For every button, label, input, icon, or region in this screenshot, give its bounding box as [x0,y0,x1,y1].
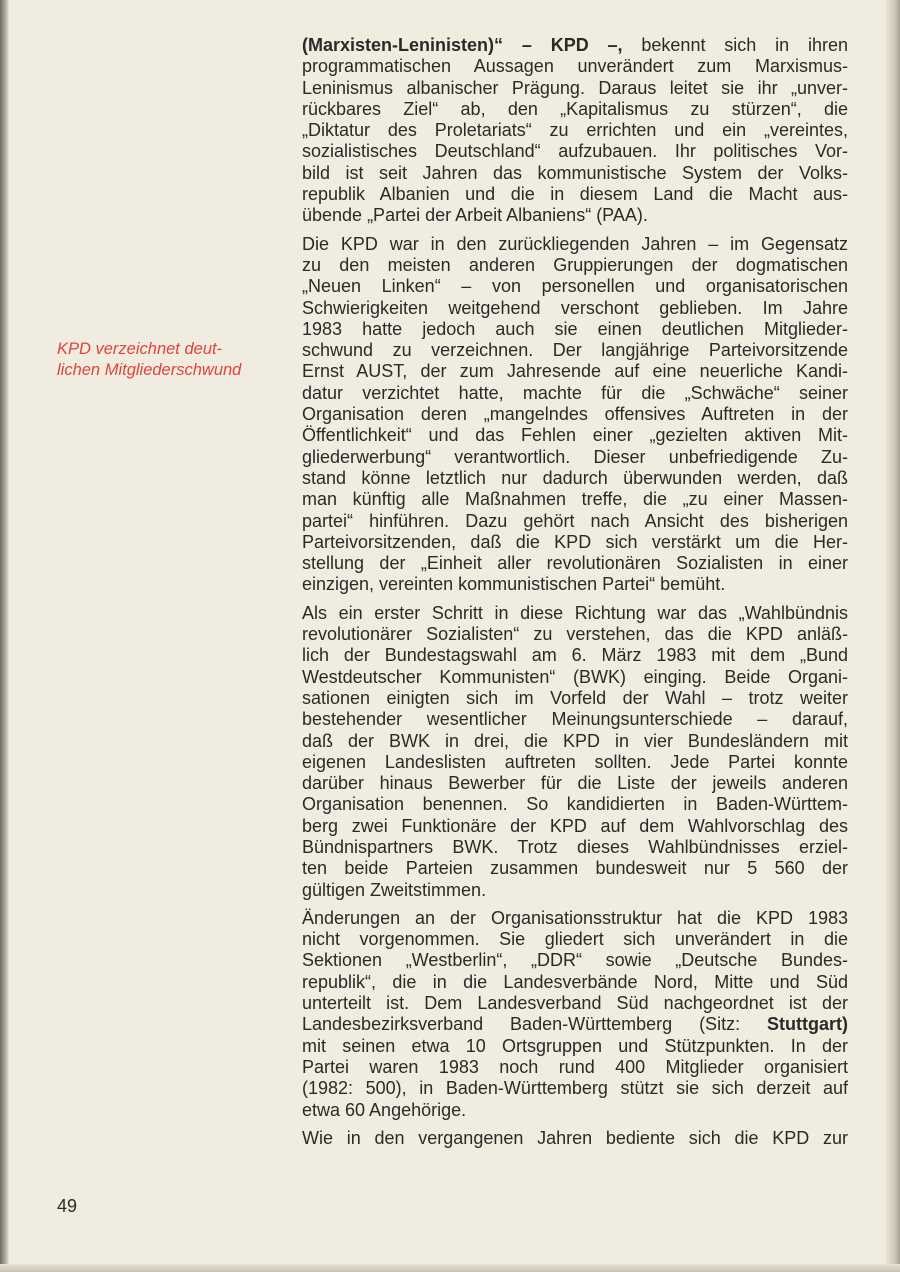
text-segment: mit seinen etwa 10 Ortsgruppen und Stützpunkten. In der [302,1035,848,1056]
margin-note [57,339,241,381]
text-segment: „Neuen Linken“ – von personellen und organisatorischen [302,276,848,297]
text-line [302,276,848,297]
text-segment: Sektionen „Westberlin“, „DDR“ sowie „Deutsche Bundes- [302,950,848,971]
text-segment: Landesbezirksverband Baden-Württemberg (Sitz: [302,1014,768,1035]
text-line [302,1100,848,1121]
text-segment: Organisation deren „mangelndes offensives Auftreten in der [302,404,848,425]
page-number: 49 [57,1196,78,1216]
text-line [302,184,848,205]
text-line [302,972,848,993]
paragraph [302,1128,848,1149]
bold-text: (Marxisten-Leninisten)“ – KPD –, [302,35,623,55]
text-segment: gültigen Zweitstimmen. [302,879,487,900]
text-line [302,234,848,255]
paragraph [302,603,848,901]
text-segment: (1982: 500), in Baden-Württemberg stützt sie sich derzeit auf [302,1078,848,1099]
text-line [302,383,848,404]
text-line [302,773,848,794]
text-segment: Westdeutscher Kommunisten“ (BWK) einging. Beide Organi- [302,666,848,687]
text-line [302,603,848,624]
text-segment: Als ein erster Schritt in diese Richtung war das „Wahlbündnis [302,602,848,623]
text-segment: Bündnispartners BWK. Trotz dieses Wahlbündnisses erziel- [302,836,848,857]
text-line [302,929,848,950]
text-segment: unterteilt ist. Dem Landesverband Süd nachgeordnet ist der [302,993,848,1014]
text-line [302,35,848,56]
text-line [302,553,848,574]
text-segment: Änderungen an der Organisationsstruktur hat die KPD 1983 [302,907,848,928]
text-line [302,255,848,276]
margin-note-line: lichen Mitgliederschwund [57,361,242,379]
text-segment: sozialistisches Deutschland“ aufzubauen. Ihr politisches Vor- [302,141,848,162]
text-segment: stellung der „Einheit aller revolutionären Sozialisten in einer [302,553,848,574]
binding-gutter [0,0,9,1272]
text-segment: Leninismus albanischer Prägung. Daraus leitet sie ihr „unver- [302,77,848,98]
text-segment: Ernst AUST, der zum Jahresende auf eine neuerliche Kandi- [302,361,848,382]
text-segment: gliederwerbung“ verantwortlich. Dieser unbefriedigende Zu- [302,446,848,467]
margin-note-line: KPD verzeichnet deut- [57,340,223,358]
text-line [302,950,848,971]
text-segment: Die KPD war in den zurückliegenden Jahren – im Gegensatz [302,233,848,254]
text-segment: daß der BWK in drei, die KPD in vier Bundesländern mit [302,730,848,751]
text-line [302,141,848,162]
text-line [302,816,848,837]
page-edge-bottom [0,1264,900,1272]
text-line [302,908,848,929]
text-line [302,688,848,709]
text-segment: einzigen, vereinten kommunistischen Partei“ bemüht. [302,574,726,595]
text-segment: programmatischen Aussagen unverändert zum Marxismus- [302,56,848,77]
text-segment: Wie in den vergangenen Jahren bediente sich die KPD zur [302,1127,848,1148]
text-segment: zu den meisten anderen Gruppierungen der dogmatischen [302,254,848,275]
text-line [302,163,848,184]
text-line [302,319,848,340]
paragraph [302,35,848,227]
text-segment: Schwierigkeiten weitgehend verschont geblieben. Im Jahre [302,297,848,318]
text-line [302,404,848,425]
text-line [302,99,848,120]
text-line [302,1057,848,1078]
text-line [302,837,848,858]
text-line [302,468,848,489]
text-segment: partei“ hinführen. Dazu gehört nach Ansicht des bisherigen [302,510,848,531]
text-segment: bekennt sich in ihren [622,35,848,55]
text-segment: sationen einigten sich im Vorfeld der Wahl – trotz weiter [302,687,848,708]
text-line [302,993,848,1014]
text-line [302,205,848,226]
text-line [302,425,848,446]
text-line [302,56,848,77]
paragraph [302,908,848,1121]
bold-text: Stuttgart) [767,1014,848,1035]
text-segment: Organisation benennen. So kandidierten in Baden-Württem- [302,794,848,815]
text-line [302,858,848,879]
text-line [302,361,848,382]
text-line [302,120,848,141]
text-segment: darüber hinaus Bewerber für die Liste der jeweils anderen [302,773,848,794]
text-line [302,667,848,688]
text-segment: ten beide Parteien zusammen bundesweit nur 5 560 der [302,858,848,879]
text-segment: bestehender wesentlicher Meinungsunterschiede – darauf, [302,709,848,730]
text-segment: revolutionärer Sozialisten“ zu verstehen, das die KPD anläß- [302,624,848,645]
text-segment: republik“, die in die Landesverbände Nord, Mitte und Süd [302,971,848,992]
text-line [302,731,848,752]
page-edge [886,0,900,1272]
text-segment: rückbares Ziel“ ab, den „Kapitalismus zu stürzen“, die [302,98,848,119]
text-segment: man künftig alle Maßnahmen treffe, die „zu einer Massen- [302,489,848,510]
text-line [302,1078,848,1099]
text-line [302,340,848,361]
text-segment: stand könne letztlich nur dadurch überwunden werden, daß [302,467,848,488]
text-segment: Partei waren 1983 noch rund 400 Mitglieder organisiert [302,1056,848,1077]
text-segment: eigenen Landeslisten auftreten sollten. Jede Partei konnte [302,751,848,772]
text-line [302,1014,848,1035]
text-line [302,511,848,532]
text-line [302,1036,848,1057]
text-segment: übende „Partei der Arbeit Albaniens“ (PAA). [302,205,648,226]
text-segment: schwund zu verzeichnen. Der langjährige Parteivorsitzende [302,340,848,361]
text-segment: „Diktatur des Proletariats“ zu errichten und ein „vereintes, [302,120,848,141]
text-line [302,298,848,319]
text-line [302,1128,848,1149]
text-segment: Parteivorsitzenden, daß die KPD sich verstärkt um die Her- [302,531,848,552]
text-line [302,532,848,553]
text-segment: lich der Bundestagswahl am 6. März 1983 mit dem „Bund [302,645,848,666]
text-segment: berg zwei Funktionäre der KPD auf dem Wahlvorschlag des [302,815,848,836]
text-line [302,624,848,645]
text-line [302,78,848,99]
text-segment: nicht vorgenommen. Sie gliedert sich unverändert in die [302,929,848,950]
paragraph [302,234,848,596]
text-line [302,574,848,595]
text-line [302,880,848,901]
text-line [302,645,848,666]
text-segment: etwa 60 Angehörige. [302,1099,467,1120]
text-line [302,447,848,468]
text-segment: 1983 hatte jedoch auch sie einen deutlichen Mitglieder- [302,318,848,339]
text-line [302,794,848,815]
text-segment: republik Albanien und die in diesem Land die Macht aus- [302,184,848,205]
text-segment: datur verzichtet hatte, machte für die „Schwäche“ seiner [302,382,848,403]
text-segment: bild ist seit Jahren das kommunistische System der Volks- [302,162,848,183]
body-text [302,35,848,1156]
text-line [302,489,848,510]
text-segment: Öffentlichkeit“ und das Fehlen einer „gezielten aktiven Mit- [302,425,848,446]
text-line [302,752,848,773]
text-line [302,709,848,730]
